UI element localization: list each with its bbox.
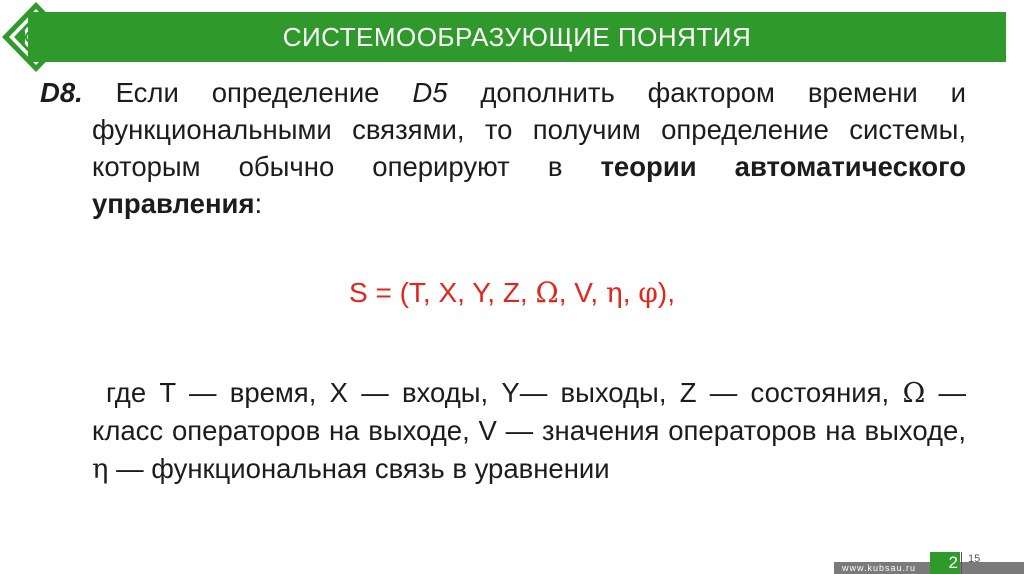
formula-eta: η bbox=[605, 276, 623, 309]
explanation-eta: η bbox=[92, 453, 109, 485]
explanation-text-3: — функциональная связь в уравнении bbox=[108, 453, 610, 484]
definition-ref: D5 bbox=[412, 77, 448, 108]
formula-omega: Ω bbox=[535, 276, 559, 309]
definition-text-1: Если определение bbox=[82, 77, 413, 108]
explanation-text-2: — класс операторов на выходе, V — значения операторов на выходе, bbox=[92, 377, 967, 446]
formula-suffix: ), bbox=[657, 277, 675, 308]
system-formula bbox=[0, 276, 1024, 309]
explanation-omega: Ω bbox=[902, 377, 926, 409]
definition-label: D8. bbox=[40, 77, 83, 108]
page-separator bbox=[961, 552, 962, 574]
explanation-paragraph bbox=[92, 374, 966, 488]
definition-paragraph bbox=[40, 74, 966, 222]
definition-text-2: дополнить фактором времени и функциональными связями, то получим определение системы, которым обычно оперируют в bbox=[92, 77, 966, 182]
formula-prefix: S = (T, X, Y, Z, bbox=[349, 277, 536, 308]
page-total: 15 bbox=[968, 553, 981, 565]
explanation-text-1: где T — время, X — входы, Y— выходы, Z — состояния, bbox=[106, 377, 903, 408]
formula-phi: φ bbox=[638, 276, 658, 309]
definition-term: теории автоматического управления bbox=[92, 151, 966, 219]
page-number: 2 bbox=[948, 553, 958, 572]
formula-comma: , bbox=[622, 277, 639, 308]
slide-title: СИСТЕМООБРАЗУЮЩИЕ ПОНЯТИЯ bbox=[282, 22, 752, 52]
formula-mid: , V, bbox=[558, 277, 606, 308]
footer-url: www.kubsau.ru bbox=[841, 563, 916, 573]
definition-text-3: : bbox=[254, 188, 263, 219]
